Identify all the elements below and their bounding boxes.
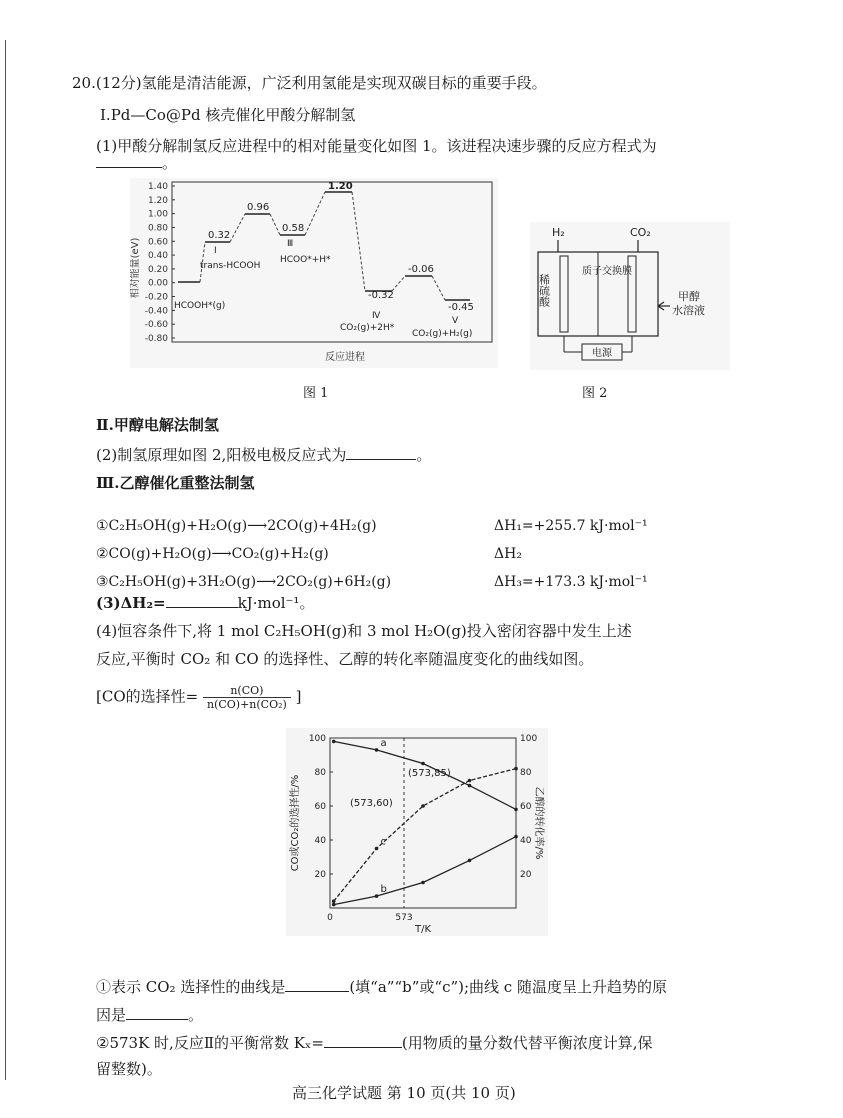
selectivity-prefix: [CO的选择性= — [96, 687, 199, 706]
equation-1-dh: ΔH₁=+255.7 kJ·mol⁻¹ — [494, 518, 648, 534]
q1-answer-line — [96, 152, 177, 173]
series-label-a: a — [380, 737, 387, 749]
series-point-c — [421, 804, 425, 808]
q4b-note: (用物质的量分数代替平衡浓度计算,保 — [401, 1034, 653, 1052]
fig1-roman-1: Ⅰ — [214, 246, 217, 256]
series-point-a — [375, 748, 379, 752]
fig1-ytick-label: 1.00 — [147, 209, 168, 220]
selectivity-numerator: n(CO) — [203, 684, 291, 698]
fig1-ytick-label: 0.00 — [147, 278, 168, 289]
y-tick-label-left: 100 — [308, 734, 326, 744]
fig1-species-2: HCOOH*(g) — [174, 301, 226, 311]
q4a-line-1 — [96, 976, 667, 997]
y-tick-label-right: 40 — [520, 836, 532, 846]
fig1-caption: 图 1 — [303, 386, 329, 401]
question-header: 20.(12分)氢能是清洁能源，广泛利用氢能是实现双碳目标的重要手段。 — [72, 74, 547, 92]
equation-2: ②CO(g)+H₂O(g)⟶CO₂(g)+H₂(g) — [96, 546, 329, 562]
fig1-roman-5: Ⅴ — [452, 316, 459, 326]
fig2-membrane: 质子交换膜 — [582, 266, 632, 277]
q1-prompt: (1)甲酸分解制氢反应进程中的相对能量变化如图 1。该进程决速步骤的反应方程式为 — [96, 137, 657, 155]
series-point-b — [468, 859, 472, 863]
q4b-blank[interactable] — [324, 1033, 402, 1048]
selectivity-suffix: ] — [295, 687, 302, 706]
fig1-ytick-label: 0.80 — [147, 223, 168, 234]
fig1-level-4: 1.20 — [328, 181, 353, 192]
y-tick-label-left: 20 — [314, 870, 326, 880]
q3-line — [96, 592, 314, 613]
fig1-level-1: 0.32 — [208, 230, 231, 241]
fig1-ytick-label: 1.20 — [147, 195, 168, 206]
series-point-c — [514, 767, 518, 771]
fig1-ytick-label: 0.60 — [147, 237, 168, 248]
selectivity-chart-svg — [286, 728, 548, 936]
q4a-prompt: ①表示 CO₂ 选择性的曲线是 — [96, 978, 286, 996]
q4b-prompt: ②573K 时,反应Ⅱ的平衡常数 Kₓ= — [96, 1034, 324, 1052]
q2-blank[interactable] — [346, 445, 416, 460]
q4a-reason-prompt: 因是 — [96, 1006, 127, 1024]
q1-end: 。 — [162, 154, 178, 172]
y-tick-label-right: 100 — [520, 734, 538, 744]
y-tick-label-right: 20 — [520, 870, 532, 880]
annotation-1: (573,85) — [408, 768, 451, 779]
q4-line-1: (4)恒容条件下,将 1 mol C₂H₅OH(g)和 3 mol H₂O(g)投入密闭容器中发生上述 — [96, 622, 632, 640]
series-point-a — [421, 762, 425, 766]
fig2-power: 电源 — [592, 348, 612, 359]
q2-line — [96, 444, 431, 465]
q1-blank[interactable] — [96, 153, 162, 168]
q4b-line-1 — [96, 1032, 653, 1053]
x-tick-label: 573 — [395, 913, 413, 923]
annotation-2: (573,60) — [350, 798, 393, 809]
fig1-ytick-label: 0.40 — [147, 251, 168, 262]
q3-unit: kJ·mol⁻¹。 — [237, 594, 315, 612]
series-point-a — [514, 808, 518, 812]
fig1-level-3: 0.58 — [282, 223, 305, 234]
fig1-xlabel: 反应进程 — [325, 352, 365, 363]
q2-end: 。 — [416, 446, 432, 464]
fig1-species-5: CO₂(g)+H₂(g) — [412, 329, 473, 339]
figure-2 — [530, 222, 730, 374]
q3-prompt: (3)ΔH₂= — [96, 594, 166, 612]
fig1-roman-2: Ⅲ — [287, 239, 294, 249]
fig2-left-label: 稀硫酸 — [537, 274, 551, 307]
fig1-species-4: CO₂(g)+2H* — [340, 323, 395, 333]
q4b-line-2: 留整数)。 — [96, 1060, 162, 1078]
fig2-h2: H₂ — [552, 226, 565, 239]
equation-1: ①C₂H₅OH(g)+H₂O(g)⟶2CO(g)+4H₂(g) — [96, 518, 377, 534]
fig1-level-6: -0.06 — [408, 264, 434, 275]
fig2-co2: CO₂ — [630, 226, 651, 239]
page-edge-line — [5, 40, 6, 1080]
fig1-level-2: 0.96 — [247, 202, 270, 213]
energy-diagram — [130, 178, 498, 368]
series-label-c: c — [380, 836, 386, 848]
fig1-ylabel: 相对能量(eV) — [130, 237, 141, 299]
series-point-c — [468, 779, 472, 783]
chart-xlabel: T/K — [414, 924, 432, 935]
q4a-blank-2[interactable] — [126, 1005, 188, 1020]
q1-text — [96, 135, 657, 156]
series-point-b — [375, 894, 379, 898]
y-tick-label-left: 40 — [314, 836, 326, 846]
fig1-ytick-label: 0.20 — [147, 264, 168, 275]
fig2-caption: 图 2 — [582, 386, 608, 401]
selectivity-formula — [96, 684, 301, 711]
fig1-species-1: trans-HCOOH — [200, 261, 261, 271]
series-label-b: b — [380, 884, 387, 896]
fig1-ytick-label: -0.20 — [144, 292, 168, 303]
fig1-ytick-label: -0.40 — [144, 306, 168, 317]
fig2-right-label-2: 水溶液 — [672, 304, 705, 317]
x-tick-label: 0 — [327, 913, 333, 923]
q2-prompt: (2)制氢原理如图 2,阳极电极反应式为 — [96, 446, 347, 464]
y-tick-label-right: 80 — [520, 768, 532, 778]
electrolysis-cell — [530, 222, 730, 370]
series-point-a — [332, 740, 336, 744]
series-point-b — [514, 835, 518, 839]
q4a-line-2 — [96, 1004, 203, 1025]
selectivity-chart — [286, 728, 548, 940]
q4-line-2: 反应,平衡时 CO₂ 和 CO 的选择性、乙醇的转化率随温度变化的曲线如图。 — [96, 650, 594, 668]
y-tick-label-right: 60 — [520, 802, 532, 812]
fig1-level-7: -0.45 — [448, 302, 474, 313]
y-tick-label-left: 60 — [314, 802, 326, 812]
selectivity-denominator: n(CO)+n(CO₂) — [206, 698, 287, 711]
q3-blank[interactable] — [166, 593, 238, 608]
series-point-c — [332, 899, 336, 903]
equation-3: ③C₂H₅OH(g)+3H₂O(g)⟶2CO₂(g)+6H₂(g) — [96, 574, 392, 590]
fig1-roman-4: Ⅳ — [372, 311, 381, 321]
fig1-level-5: -0.32 — [368, 290, 394, 301]
q4a-end: 。 — [188, 1006, 204, 1024]
fig1-ytick-label: -0.60 — [144, 320, 168, 331]
series-point-c — [375, 847, 379, 851]
part2-title: Ⅱ.甲醇电解法制氢 — [96, 416, 219, 434]
page-footer: 高三化学试题 第 10 页(共 10 页) — [292, 1084, 516, 1102]
figure-1 — [130, 178, 498, 372]
q4a-fill-note: (填“a”“b”或“c”);曲线 c 随温度呈上升趋势的原 — [349, 978, 667, 996]
part3-title: Ⅲ.乙醇催化重整法制氢 — [96, 474, 255, 492]
part1-title: Ⅰ.Pd—Co@Pd 核壳催化甲酸分解制氢 — [100, 106, 356, 124]
chart-ylabel-left: CO或CO₂的选择性/% — [290, 774, 301, 872]
fig1-species-3: HCOO*+H* — [280, 255, 331, 265]
equation-2-dh: ΔH₂ — [494, 546, 522, 562]
chart-ylabel-right: 乙醇的转化率/% — [533, 786, 544, 860]
fig1-ytick-label: 1.40 — [147, 182, 168, 192]
series-point-b — [421, 881, 425, 885]
series-point-b — [332, 903, 336, 907]
series-point-a — [468, 784, 472, 788]
q4a-blank-1[interactable] — [285, 977, 349, 992]
fig2-right-label-1: 甲醇 — [678, 290, 700, 303]
fig1-ytick-label: -0.80 — [144, 334, 168, 344]
y-tick-label-left: 80 — [314, 768, 326, 778]
equation-3-dh: ΔH₃=+173.3 kJ·mol⁻¹ — [494, 574, 648, 590]
